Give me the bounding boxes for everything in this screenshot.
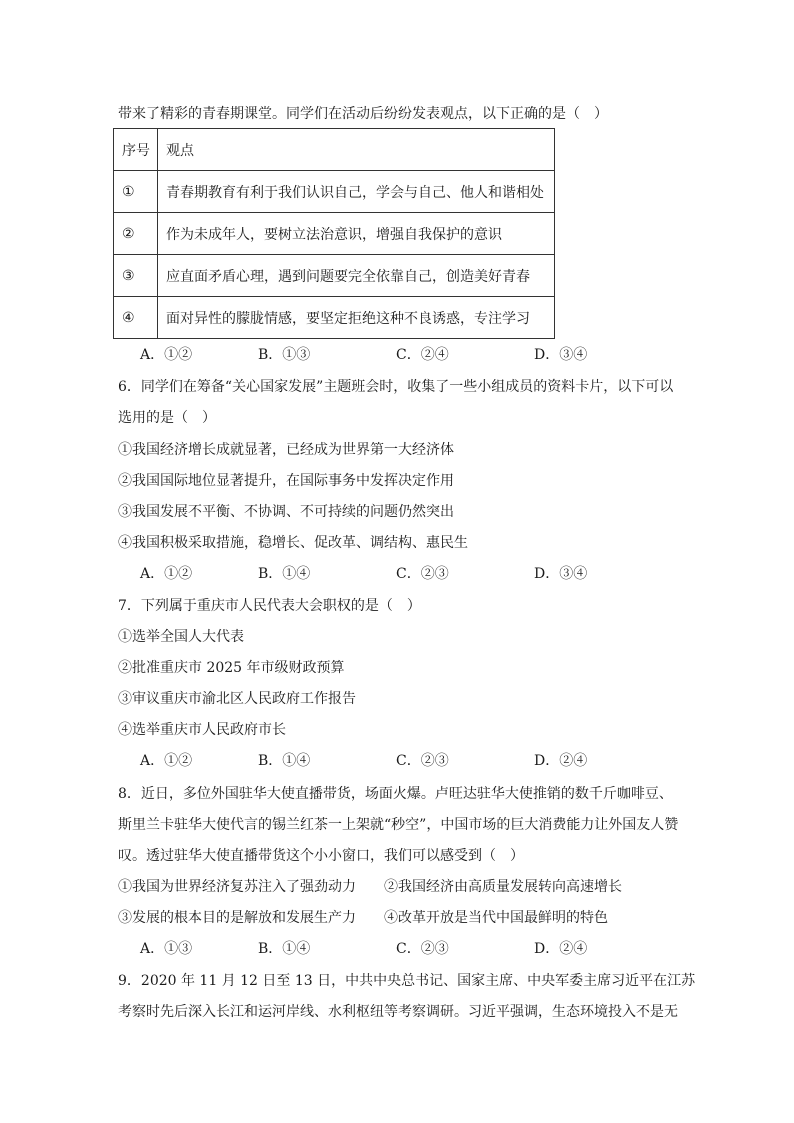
- row-number: ③: [114, 255, 158, 297]
- q7-item-2: ②批准重庆市 2025 年市级财政预算: [118, 660, 345, 676]
- option-a[interactable]: A．①③: [140, 941, 193, 957]
- option-c[interactable]: C．②③: [396, 941, 449, 957]
- q5-views-table: [113, 128, 555, 339]
- option-a[interactable]: A．①②: [140, 753, 193, 769]
- q9-stem-line-2: 考察时先后深入长江和运河岸线、水利枢纽等考察调研。习近平强调，生态环境投入不是无: [118, 1004, 678, 1020]
- option-d[interactable]: D．③④: [534, 566, 588, 582]
- option-b[interactable]: B．①④: [258, 566, 311, 582]
- header-view: 观点: [158, 129, 555, 171]
- q7-item-3: ③审议重庆市渝北区人民政府工作报告: [118, 691, 356, 707]
- q6-item-2: ②我国国际地位显著提升，在国际事务中发挥决定作用: [118, 473, 454, 489]
- q6-stem-line-2: 选用的是（ ）: [118, 410, 216, 426]
- q7-item-1: ①选举全国人大代表: [118, 629, 244, 645]
- header-number: 序号: [114, 129, 158, 171]
- option-b[interactable]: B．①④: [258, 941, 311, 957]
- q6-item-3: ③我国发展不平衡、不协调、不可持续的问题仍然突出: [118, 504, 454, 520]
- option-a[interactable]: A．①②: [140, 347, 193, 363]
- q6-stem-line-1: 6．同学们在筹备“关心国家发展”主题班会时，收集了一些小组成员的资料卡片，以下可以: [118, 379, 674, 395]
- q7-stem: 7．下列属于重庆市人民代表大会职权的是（ ）: [118, 598, 421, 614]
- table-row: [114, 297, 555, 339]
- row-view: 作为未成年人，要树立法治意识，增强自我保护的意识: [158, 213, 555, 255]
- option-c[interactable]: C．②④: [396, 347, 449, 363]
- row-view: 应直面矛盾心理，遇到问题要完全依靠自己，创造美好青春: [158, 255, 555, 297]
- q6-options: [140, 564, 660, 584]
- table-row: [114, 171, 555, 213]
- option-a[interactable]: A．①②: [140, 566, 193, 582]
- table-row: [114, 213, 555, 255]
- option-b[interactable]: B．①④: [258, 753, 311, 769]
- q6-item-1: ①我国经济增长成就显著，已经成为世界第一大经济体: [118, 442, 454, 458]
- option-d[interactable]: D．③④: [534, 347, 588, 363]
- q8-stem-line-1: 8．近日，多位外国驻华大使直播带货，场面火爆。卢旺达驻华大使推销的数千斤咖啡豆、: [118, 786, 673, 802]
- option-b[interactable]: B．①③: [258, 347, 311, 363]
- q7-options: [140, 751, 660, 771]
- row-number: ④: [114, 297, 158, 339]
- option-c[interactable]: C．②③: [396, 753, 449, 769]
- option-d[interactable]: D．②④: [534, 941, 588, 957]
- q8-stem-line-3: 叹。透过驻华大使直播带货这个小小窗口，我们可以感受到（ ）: [118, 848, 524, 864]
- option-d[interactable]: D．②④: [534, 753, 588, 769]
- option-c[interactable]: C．②③: [396, 566, 449, 582]
- row-number: ①: [114, 171, 158, 213]
- q8-options: [140, 939, 660, 959]
- row-view: 青春期教育有利于我们认识自己，学会与自己、他人和谐相处: [158, 171, 555, 213]
- q8-items-row-1: ①我国为世界经济复苏注入了强劲动力 ②我国经济由高质量发展转向高速增长: [118, 879, 622, 895]
- q8-stem-line-2: 斯里兰卡驻华大使代言的锡兰红茶一上架就“秒空”，中国市场的巨大消费能力让外国友人赞: [118, 817, 679, 833]
- q8-items-row-2: ③发展的根本目的是解放和发展生产力 ④改革开放是当代中国最鲜明的特色: [118, 910, 608, 926]
- row-view: 面对异性的朦胧情感，要坚定拒绝这种不良诱惑，专注学习: [158, 297, 555, 339]
- q6-item-4: ④我国积极采取措施，稳增长、促改革、调结构、惠民生: [118, 535, 468, 551]
- q9-stem-line-1: 9．2020 年 11 月 12 日至 13 日，中共中央总书记、国家主席、中央军委主席习近平在江苏: [118, 973, 696, 989]
- q5-options: [140, 345, 660, 365]
- row-number: ②: [114, 213, 158, 255]
- q5-stem: 带来了精彩的青春期课堂。同学们在活动后纷纷发表观点，以下正确的是（ ）: [118, 106, 608, 122]
- table-row: [114, 255, 555, 297]
- q7-item-4: ④选举重庆市人民政府市长: [118, 722, 286, 738]
- table-header-row: [114, 129, 555, 171]
